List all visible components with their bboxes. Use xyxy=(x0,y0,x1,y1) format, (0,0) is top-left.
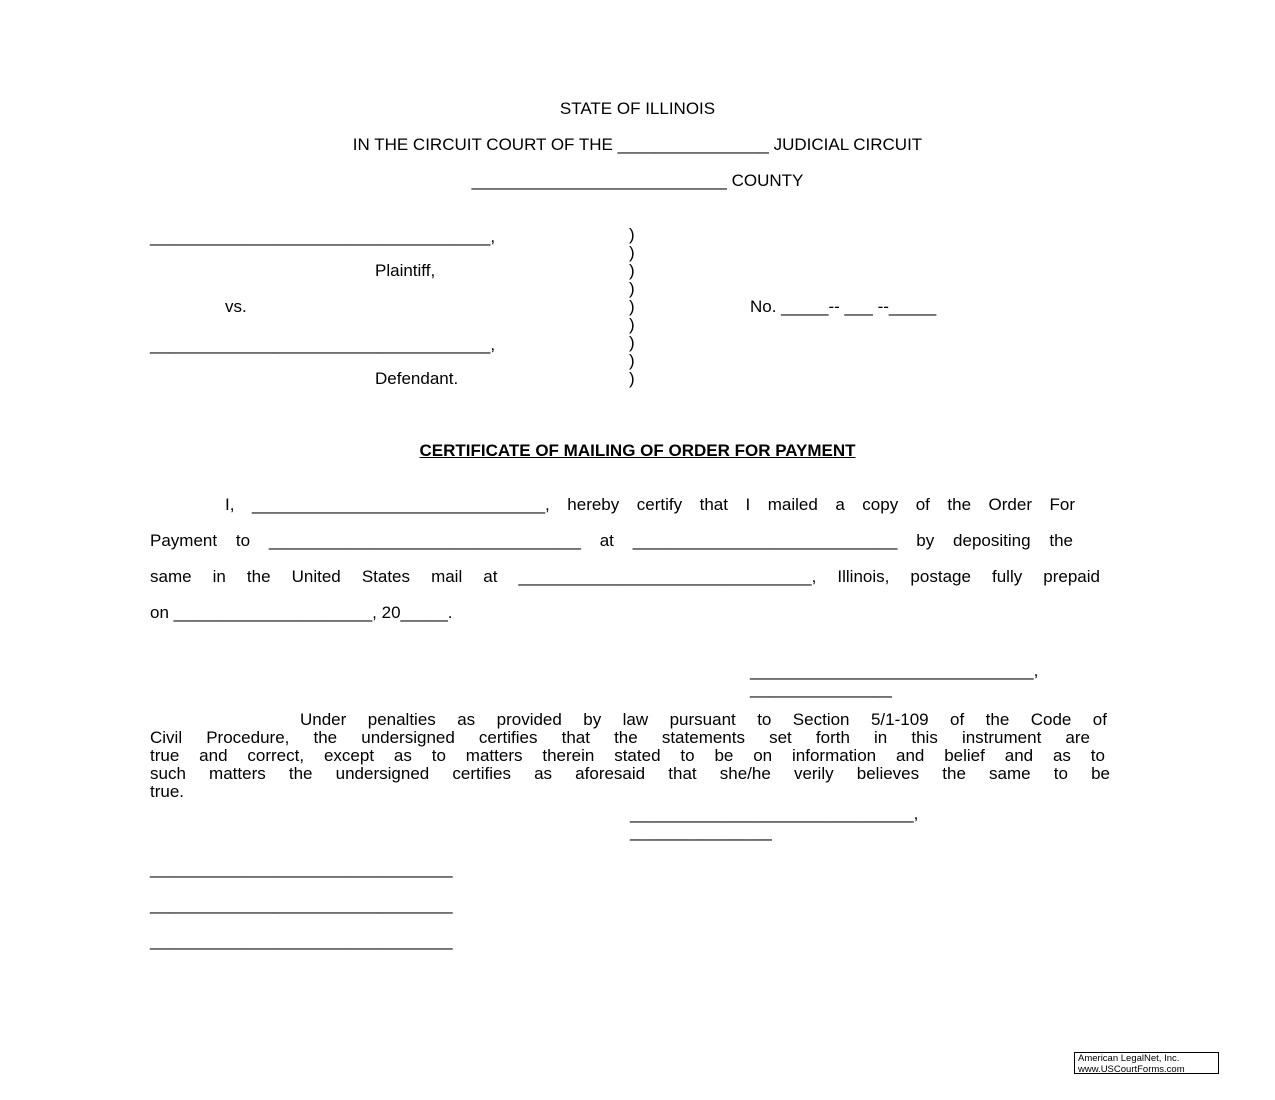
paren: ) xyxy=(629,369,635,388)
body-line-2: Payment to _________________________________ at ____________________________ by depositing the xyxy=(150,531,1073,550)
court-heading: IN THE CIRCUIT COURT OF THE ________________ JUDICIAL CIRCUIT xyxy=(352,135,923,154)
signature-line-2: ______________________________, xyxy=(630,804,919,823)
paren: ) xyxy=(629,279,635,298)
address-line: ________________________________ xyxy=(150,859,453,878)
address-line: ________________________________ xyxy=(150,931,453,950)
body-line-4: on _____________________, 20_____. xyxy=(150,603,453,622)
body-line-1: I, _______________________________, hereby certify that I mailed a copy of the Order For xyxy=(225,495,1075,514)
plaintiff-label: Plaintiff, xyxy=(375,261,436,280)
signature-title-line-2: _______________ xyxy=(630,822,772,841)
state-heading: STATE OF ILLINOIS xyxy=(559,99,716,118)
verification-line-2: Civil Procedure, the undersigned certifies that the statements set forth in this instrument are xyxy=(150,728,1090,747)
county-heading: ___________________________ COUNTY xyxy=(471,171,804,190)
paren: ) xyxy=(629,333,635,352)
signature-title-line: _______________ xyxy=(750,679,892,698)
publisher-footer xyxy=(1074,1052,1219,1074)
verification-line-3: true and correct, except as to matters therein stated to be on information and belief and as to xyxy=(150,746,1105,765)
address-line: ________________________________ xyxy=(150,895,453,914)
paren: ) xyxy=(629,297,635,316)
paren: ) xyxy=(629,243,635,262)
defendant-label: Defendant. xyxy=(375,369,459,388)
case-number: No. _____-- ___ --_____ xyxy=(750,297,937,316)
verification-line-1: Under penalties as provided by law pursuant to Section 5/1-109 of the Code of xyxy=(300,710,1107,729)
verification-line-4: such matters the undersigned certifies as aforesaid that she/he verily believes the same to be xyxy=(150,764,1110,783)
caption-parentheses xyxy=(629,226,635,388)
signature-line: ______________________________, xyxy=(750,661,1039,680)
paren: ) xyxy=(629,315,635,334)
paren: ) xyxy=(629,261,635,280)
paren: ) xyxy=(629,225,635,244)
verification-line-5: true. xyxy=(150,782,185,801)
vs-label: vs. xyxy=(225,297,247,316)
plaintiff-blank: ____________________________________, xyxy=(150,227,496,246)
publisher-url: www.USCourtForms.com xyxy=(1078,1063,1185,1075)
document-title: CERTIFICATE OF MAILING OF ORDER FOR PAYMENT xyxy=(419,441,856,460)
paren: ) xyxy=(629,351,635,370)
publisher-name: American LegalNet, Inc. xyxy=(1078,1053,1180,1064)
body-line-3: same in the United States mail at _______________________________, Illinois, postage fully prepaid xyxy=(150,567,1100,586)
defendant-blank: ____________________________________, xyxy=(150,335,496,354)
